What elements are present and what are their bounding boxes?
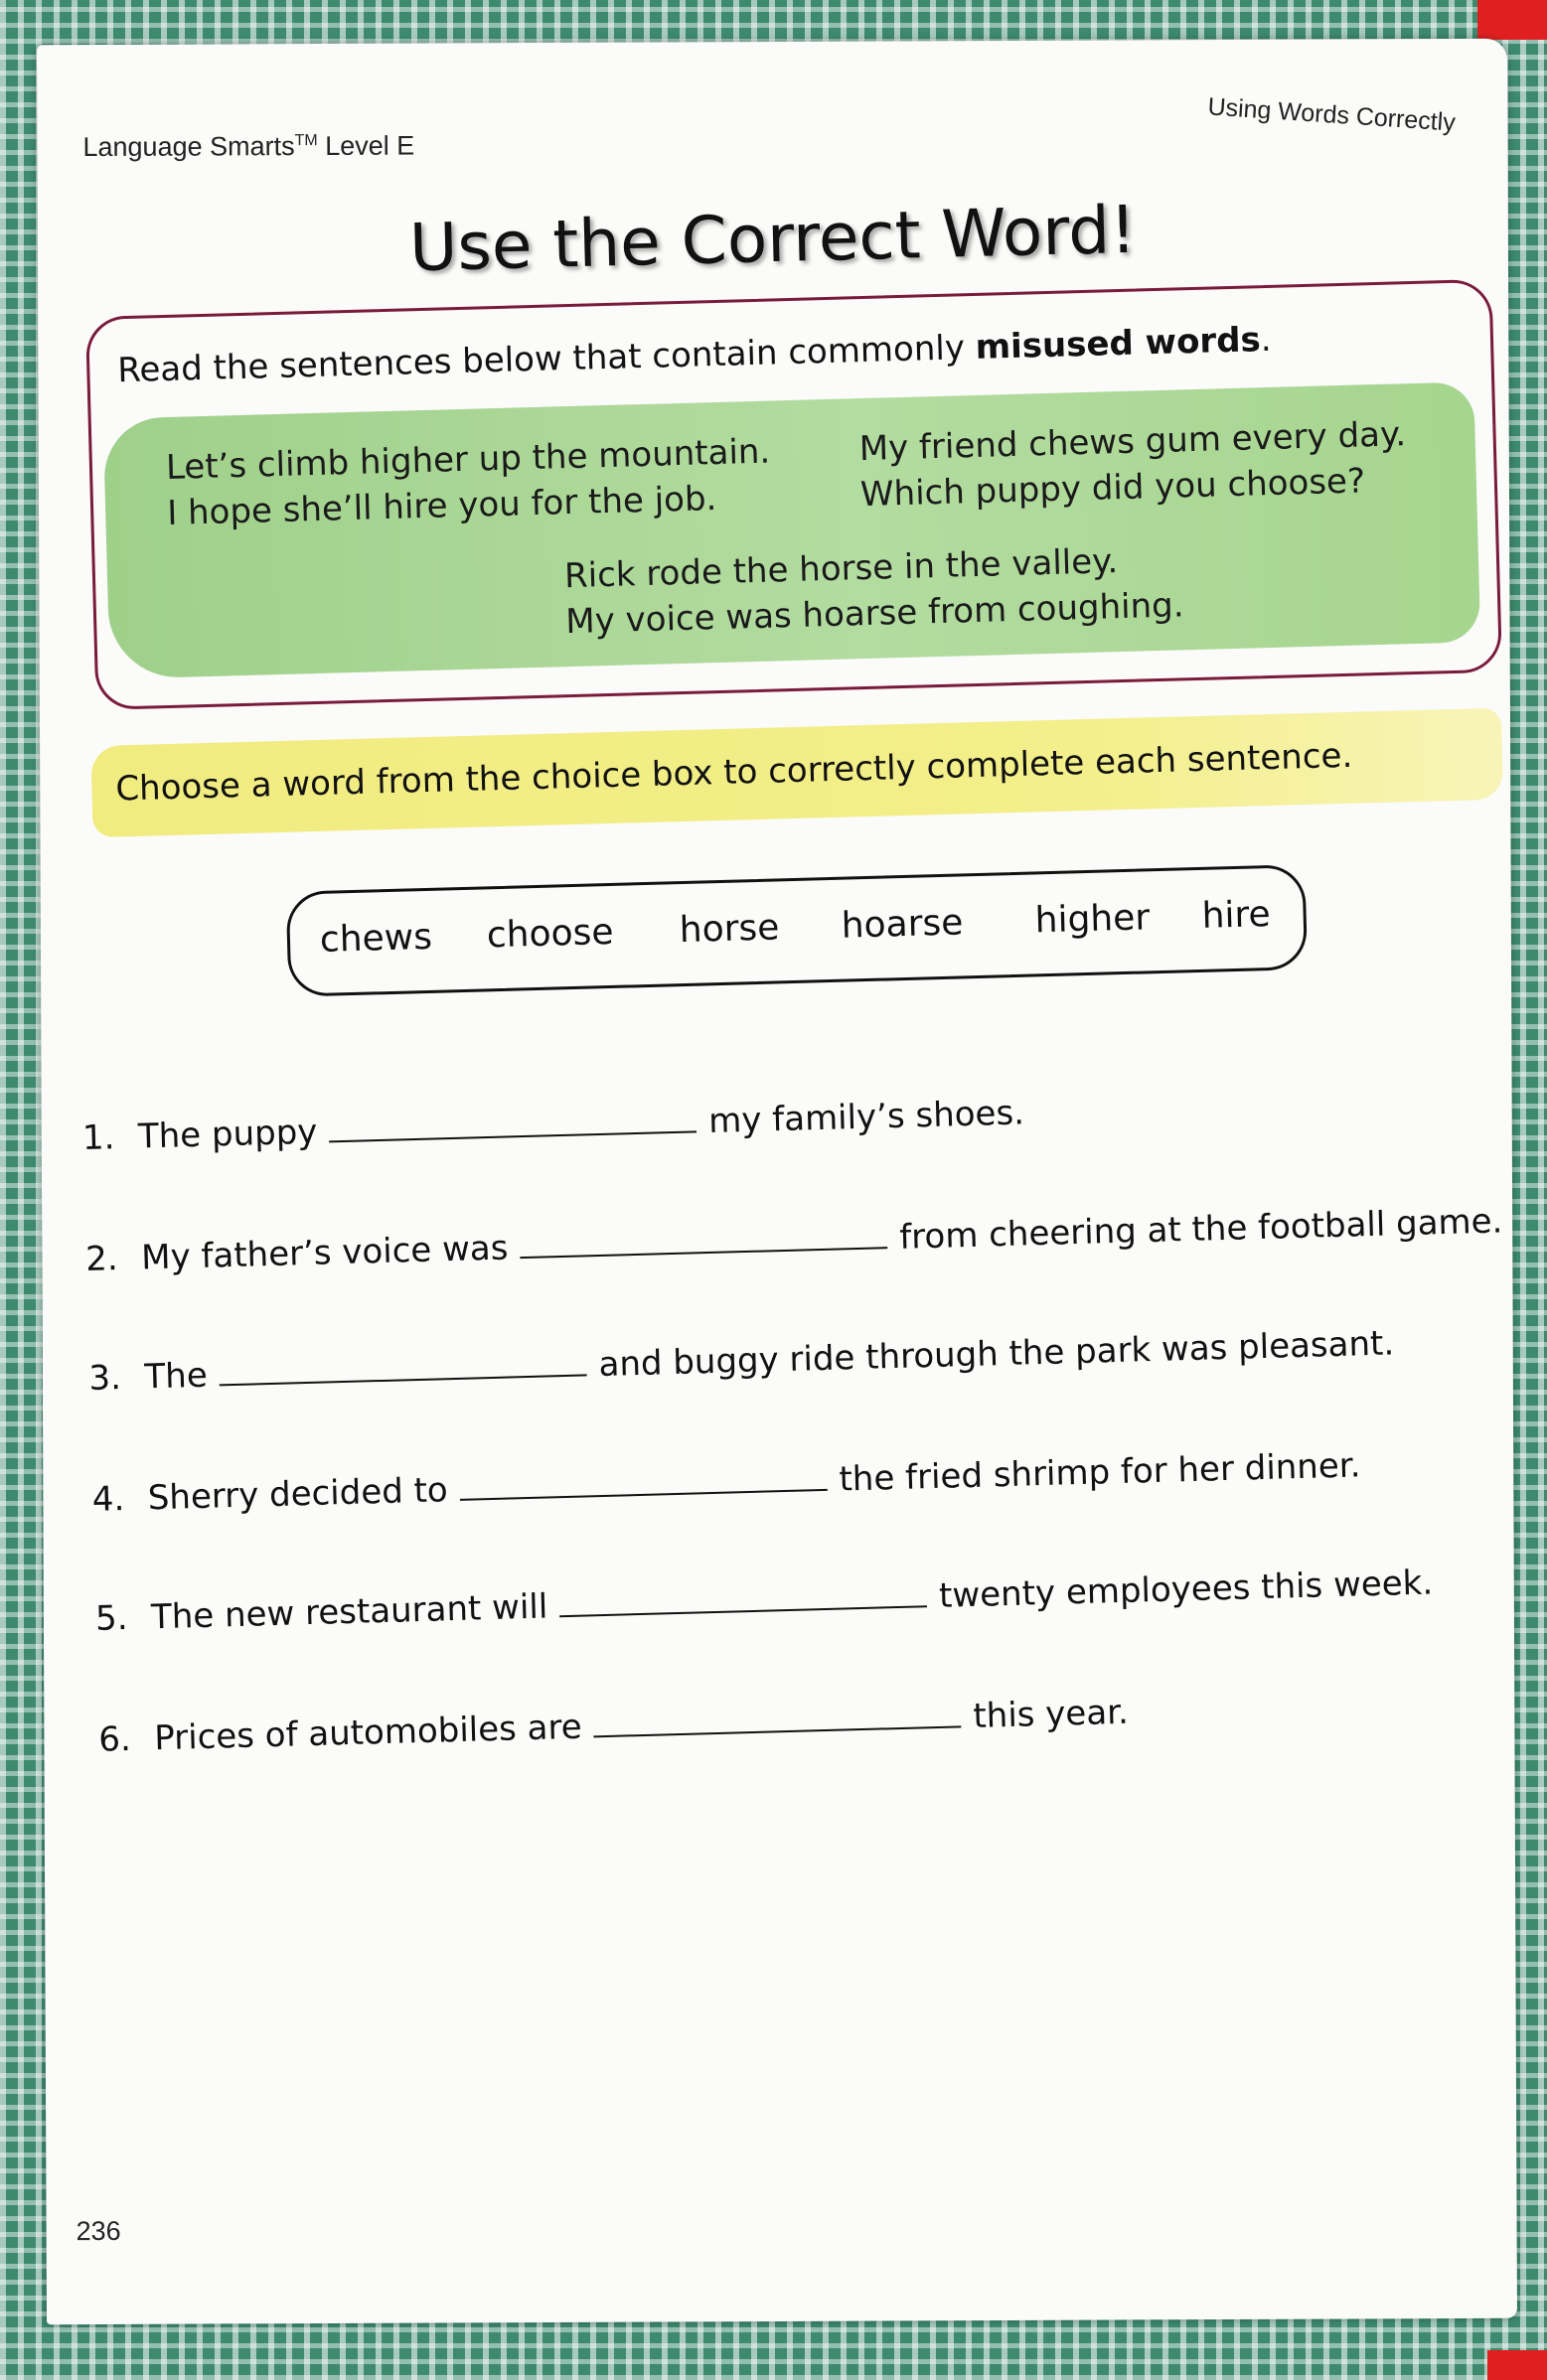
page-title: Use the Correct Word! — [408, 191, 1138, 287]
word-choice-box — [286, 864, 1308, 997]
item-text-before: The new restaurant will — [150, 1586, 548, 1638]
choice-word: horse — [679, 907, 780, 952]
choice-word: choose — [486, 911, 615, 957]
example-sentences-panel — [103, 381, 1481, 678]
item-text-before: The — [143, 1355, 209, 1398]
choice-word: chews — [319, 916, 433, 961]
red-corner-bottom — [1487, 2350, 1547, 2380]
example-sentence: Let’s climb higher up the mountain. — [165, 431, 771, 488]
item-text-before: The puppy — [137, 1112, 318, 1157]
exercise-item — [88, 1322, 1395, 1399]
example-group-2 — [858, 411, 1408, 518]
intro-text: Read the sentences below that contain commonly — [116, 327, 977, 391]
answer-blank[interactable] — [459, 1459, 828, 1501]
topic-label: Using Words Correctly — [1207, 92, 1458, 137]
answer-blank[interactable] — [559, 1575, 928, 1617]
item-text-before: My father’s voice was — [140, 1228, 509, 1278]
info-intro — [117, 320, 1272, 390]
choice-word: hire — [1201, 894, 1272, 937]
choice-word: higher — [1034, 897, 1151, 942]
exercise-item — [81, 1092, 1024, 1158]
item-number: 2. — [84, 1239, 119, 1279]
choice-word: hoarse — [841, 902, 964, 947]
answer-blank[interactable] — [520, 1217, 888, 1259]
trademark-mark: TM — [294, 132, 318, 150]
example-sentence: I hope she’ll hire you for the job. — [166, 479, 717, 533]
item-number: 3. — [87, 1358, 122, 1399]
item-text-before: Prices of automobiles are — [153, 1707, 583, 1759]
exercise-item — [94, 1562, 1433, 1638]
example-sentence: Which puppy did you choose? — [859, 461, 1366, 516]
item-number: 5. — [94, 1597, 129, 1639]
exercise-list — [81, 1050, 1510, 1783]
answer-blank[interactable] — [593, 1696, 962, 1737]
answer-blank[interactable] — [329, 1101, 697, 1142]
example-group-1 — [165, 429, 772, 536]
exercise-item — [85, 1200, 1503, 1279]
book-series-label — [82, 131, 414, 163]
exercise-item — [98, 1692, 1130, 1760]
instruction-text: Choose a word from the choice box to correctly complete each sentence. — [114, 735, 1353, 810]
intro-emphasis: misused words — [975, 320, 1262, 368]
item-text-after: the fried shrimp for her dinner. — [838, 1445, 1361, 1500]
intro-period: . — [1260, 319, 1273, 361]
instruction-banner — [90, 708, 1503, 837]
example-sentence: My voice was hoarse from coughing. — [564, 585, 1184, 643]
item-number: 6. — [97, 1718, 132, 1760]
level-label: Level E — [317, 130, 415, 162]
example-sentence: Rick rode the horse in the valley. — [563, 541, 1119, 597]
example-sentence: My friend chews gum every day. — [858, 414, 1407, 470]
worksheet-page — [37, 39, 1517, 2324]
item-number: 4. — [91, 1479, 125, 1520]
item-text-after: from cheering at the football game. — [898, 1201, 1503, 1258]
item-number: 1. — [81, 1117, 115, 1159]
example-group-3 — [564, 536, 1185, 645]
answer-blank[interactable] — [219, 1344, 587, 1386]
item-text-before: Sherry decided to — [147, 1470, 449, 1519]
item-text-after: this year. — [972, 1692, 1130, 1736]
red-corner-top — [1477, 0, 1547, 40]
info-box — [85, 279, 1502, 710]
series-name: Language Smarts — [82, 131, 295, 163]
item-text-after: my family’s shoes. — [707, 1093, 1025, 1141]
page-number: 236 — [76, 2215, 121, 2247]
item-text-after: and buggy ride through the park was pleasant. — [598, 1323, 1395, 1386]
exercise-item — [91, 1444, 1361, 1520]
item-text-after: twenty employees this week. — [938, 1562, 1434, 1616]
